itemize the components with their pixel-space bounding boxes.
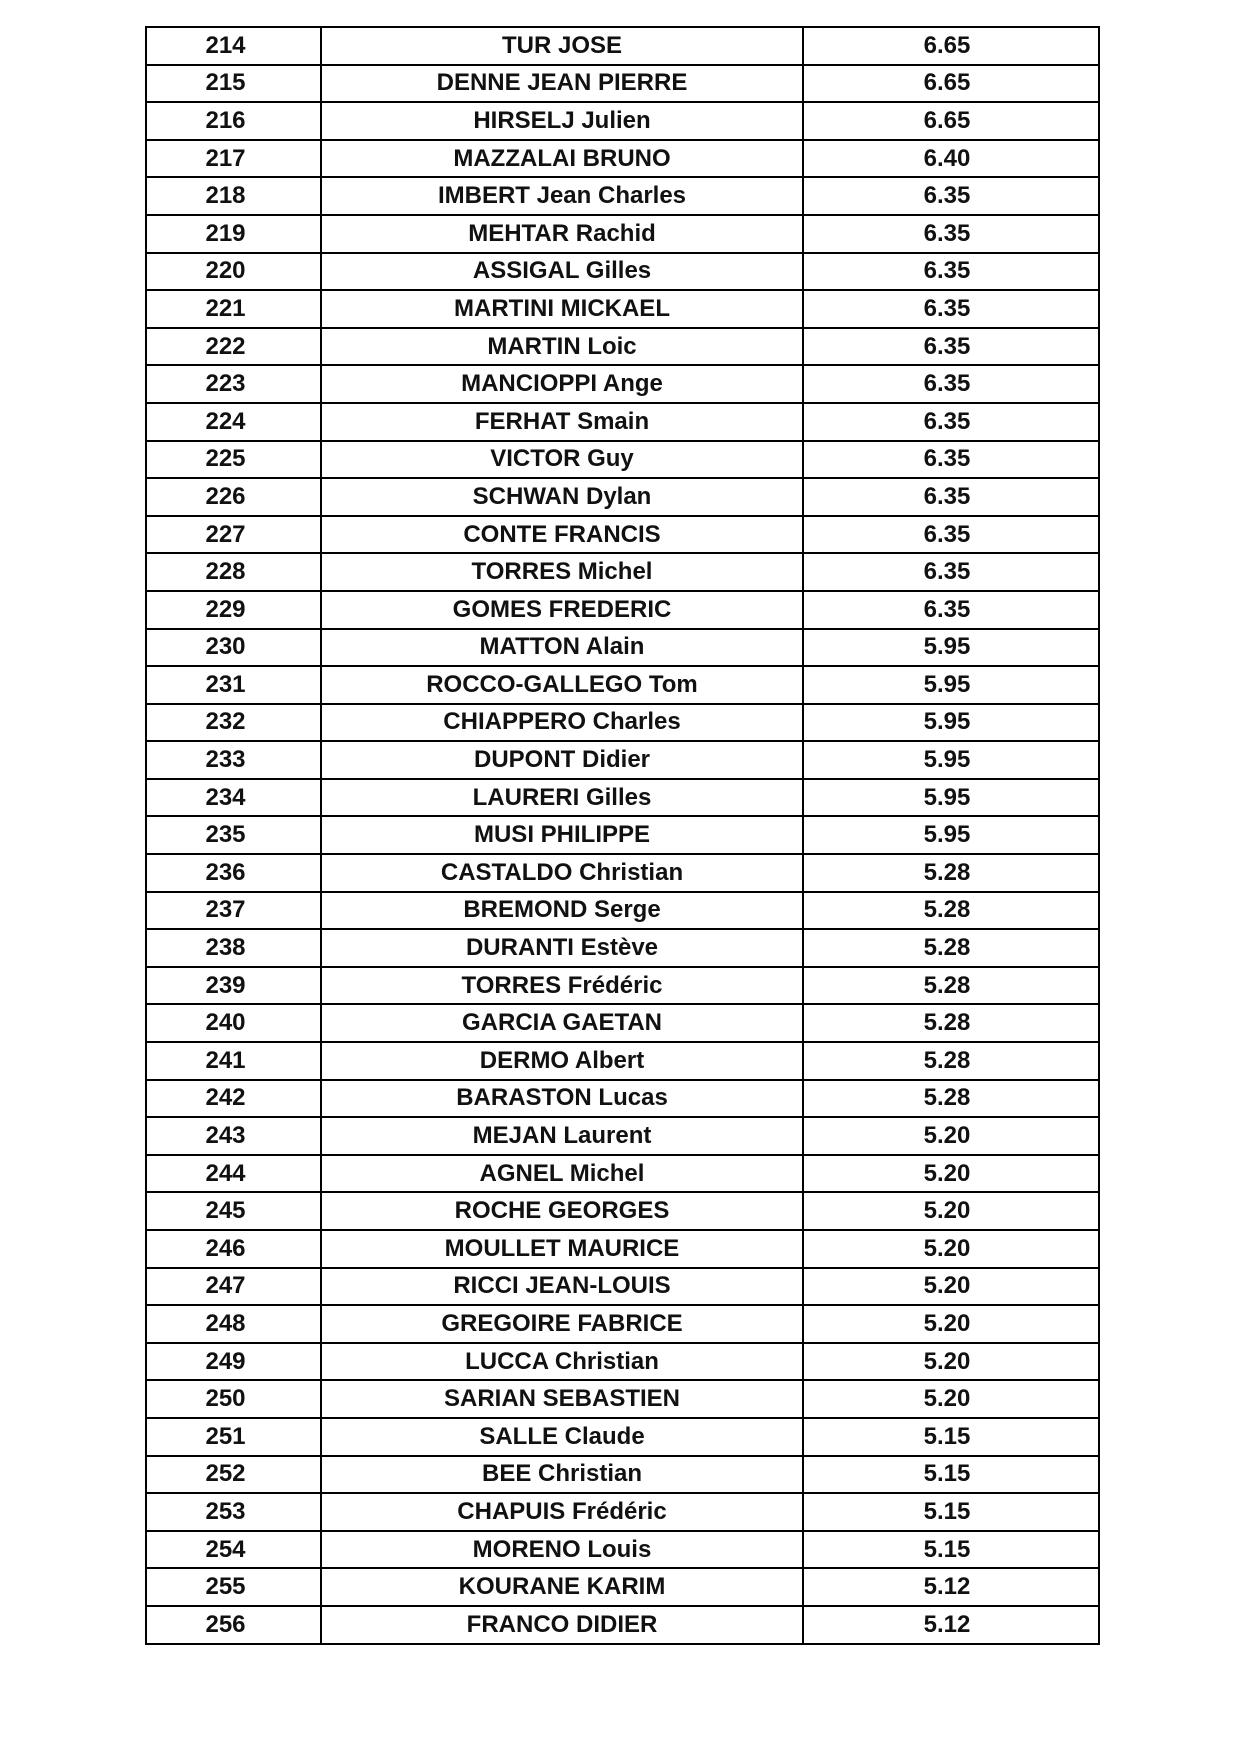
player-name-cell: MARTIN Loic — [321, 328, 803, 366]
score-cell: 6.35 — [803, 441, 1099, 479]
rank-cell: 246 — [146, 1230, 321, 1268]
rank-cell: 232 — [146, 704, 321, 742]
player-name-cell: ASSIGAL Gilles — [321, 253, 803, 291]
player-name-cell: MORENO Louis — [321, 1531, 803, 1569]
score-cell: 6.35 — [803, 253, 1099, 291]
rank-cell: 220 — [146, 253, 321, 291]
player-name-cell: KOURANE KARIM — [321, 1568, 803, 1606]
score-cell: 6.35 — [803, 591, 1099, 629]
rank-cell: 249 — [146, 1343, 321, 1381]
player-name-cell: DURANTI Estève — [321, 929, 803, 967]
table-row — [146, 666, 1099, 704]
table-row — [146, 140, 1099, 178]
rank-cell: 242 — [146, 1080, 321, 1118]
table-row — [146, 1117, 1099, 1155]
score-cell: 5.20 — [803, 1230, 1099, 1268]
rank-cell: 223 — [146, 365, 321, 403]
player-name-cell: CASTALDO Christian — [321, 854, 803, 892]
table-row — [146, 1418, 1099, 1456]
ranking-table-body — [146, 27, 1099, 1644]
rank-cell: 254 — [146, 1531, 321, 1569]
score-cell: 5.15 — [803, 1418, 1099, 1456]
score-cell: 5.15 — [803, 1531, 1099, 1569]
score-cell: 5.95 — [803, 741, 1099, 779]
rank-cell: 250 — [146, 1380, 321, 1418]
score-cell: 5.20 — [803, 1192, 1099, 1230]
player-name-cell: CHIAPPERO Charles — [321, 704, 803, 742]
table-row — [146, 553, 1099, 591]
table-row — [146, 1080, 1099, 1118]
player-name-cell: LAURERI Gilles — [321, 779, 803, 817]
score-cell: 5.95 — [803, 629, 1099, 667]
score-cell: 5.28 — [803, 892, 1099, 930]
player-name-cell: CHAPUIS Frédéric — [321, 1493, 803, 1531]
rank-cell: 216 — [146, 102, 321, 140]
rank-cell: 230 — [146, 629, 321, 667]
table-row — [146, 1192, 1099, 1230]
score-cell: 5.20 — [803, 1268, 1099, 1306]
score-cell: 6.65 — [803, 65, 1099, 103]
player-name-cell: FERHAT Smain — [321, 403, 803, 441]
score-cell: 5.28 — [803, 1042, 1099, 1080]
player-name-cell: VICTOR Guy — [321, 441, 803, 479]
table-row — [146, 854, 1099, 892]
score-cell: 5.95 — [803, 704, 1099, 742]
player-name-cell: BEE Christian — [321, 1456, 803, 1494]
player-name-cell: SALLE Claude — [321, 1418, 803, 1456]
rank-cell: 225 — [146, 441, 321, 479]
rank-cell: 244 — [146, 1155, 321, 1193]
score-cell: 5.15 — [803, 1456, 1099, 1494]
player-name-cell: CONTE FRANCIS — [321, 516, 803, 554]
rank-cell: 252 — [146, 1456, 321, 1494]
score-cell: 6.35 — [803, 553, 1099, 591]
score-cell: 6.35 — [803, 403, 1099, 441]
rank-cell: 217 — [146, 140, 321, 178]
table-row — [146, 741, 1099, 779]
rank-cell: 245 — [146, 1192, 321, 1230]
table-row — [146, 1456, 1099, 1494]
ranking-table — [145, 26, 1100, 1645]
player-name-cell: LUCCA Christian — [321, 1343, 803, 1381]
table-row — [146, 929, 1099, 967]
table-row — [146, 1380, 1099, 1418]
player-name-cell: MARTINI MICKAEL — [321, 290, 803, 328]
player-name-cell: FRANCO DIDIER — [321, 1606, 803, 1644]
table-row — [146, 290, 1099, 328]
player-name-cell: AGNEL Michel — [321, 1155, 803, 1193]
table-row — [146, 1155, 1099, 1193]
table-row — [146, 403, 1099, 441]
score-cell: 6.35 — [803, 290, 1099, 328]
player-name-cell: MEJAN Laurent — [321, 1117, 803, 1155]
table-row — [146, 365, 1099, 403]
rank-cell: 227 — [146, 516, 321, 554]
rank-cell: 228 — [146, 553, 321, 591]
rank-cell: 214 — [146, 27, 321, 65]
rank-cell: 229 — [146, 591, 321, 629]
player-name-cell: TUR JOSE — [321, 27, 803, 65]
table-row — [146, 478, 1099, 516]
player-name-cell: TORRES Michel — [321, 553, 803, 591]
table-row — [146, 1004, 1099, 1042]
score-cell: 6.35 — [803, 215, 1099, 253]
table-row — [146, 779, 1099, 817]
player-name-cell: IMBERT Jean Charles — [321, 177, 803, 215]
player-name-cell: MATTON Alain — [321, 629, 803, 667]
score-cell: 5.20 — [803, 1380, 1099, 1418]
rank-cell: 237 — [146, 892, 321, 930]
score-cell: 6.65 — [803, 102, 1099, 140]
score-cell: 5.28 — [803, 854, 1099, 892]
table-row — [146, 65, 1099, 103]
player-name-cell: MAZZALAI BRUNO — [321, 140, 803, 178]
table-row — [146, 816, 1099, 854]
player-name-cell: DERMO Albert — [321, 1042, 803, 1080]
player-name-cell: BREMOND Serge — [321, 892, 803, 930]
player-name-cell: RICCI JEAN-LOUIS — [321, 1268, 803, 1306]
player-name-cell: MUSI PHILIPPE — [321, 816, 803, 854]
table-row — [146, 967, 1099, 1005]
rank-cell: 233 — [146, 741, 321, 779]
table-row — [146, 1531, 1099, 1569]
rank-cell: 236 — [146, 854, 321, 892]
player-name-cell: DENNE JEAN PIERRE — [321, 65, 803, 103]
player-name-cell: MANCIOPPI Ange — [321, 365, 803, 403]
score-cell: 6.65 — [803, 27, 1099, 65]
rank-cell: 239 — [146, 967, 321, 1005]
rank-cell: 218 — [146, 177, 321, 215]
rank-cell: 251 — [146, 1418, 321, 1456]
table-row — [146, 253, 1099, 291]
rank-cell: 247 — [146, 1268, 321, 1306]
score-cell: 5.95 — [803, 779, 1099, 817]
score-cell: 5.20 — [803, 1155, 1099, 1193]
rank-cell: 219 — [146, 215, 321, 253]
score-cell: 6.40 — [803, 140, 1099, 178]
player-name-cell: SARIAN SEBASTIEN — [321, 1380, 803, 1418]
table-row — [146, 1606, 1099, 1644]
rank-cell: 240 — [146, 1004, 321, 1042]
table-row — [146, 1305, 1099, 1343]
player-name-cell: DUPONT Didier — [321, 741, 803, 779]
table-row — [146, 591, 1099, 629]
player-name-cell: ROCCO-GALLEGO Tom — [321, 666, 803, 704]
player-name-cell: ROCHE GEORGES — [321, 1192, 803, 1230]
player-name-cell: SCHWAN Dylan — [321, 478, 803, 516]
table-row — [146, 704, 1099, 742]
table-row — [146, 177, 1099, 215]
table-row — [146, 892, 1099, 930]
rank-cell: 226 — [146, 478, 321, 516]
player-name-cell: GARCIA GAETAN — [321, 1004, 803, 1042]
table-row — [146, 516, 1099, 554]
table-row — [146, 215, 1099, 253]
score-cell: 6.35 — [803, 328, 1099, 366]
player-name-cell: BARASTON Lucas — [321, 1080, 803, 1118]
score-cell: 6.35 — [803, 177, 1099, 215]
table-row — [146, 328, 1099, 366]
score-cell: 6.35 — [803, 365, 1099, 403]
player-name-cell: GOMES FREDERIC — [321, 591, 803, 629]
player-name-cell: MOULLET MAURICE — [321, 1230, 803, 1268]
rank-cell: 234 — [146, 779, 321, 817]
rank-cell: 248 — [146, 1305, 321, 1343]
score-cell: 5.28 — [803, 967, 1099, 1005]
table-row — [146, 102, 1099, 140]
score-cell: 5.12 — [803, 1568, 1099, 1606]
score-cell: 5.95 — [803, 816, 1099, 854]
rank-cell: 222 — [146, 328, 321, 366]
score-cell: 5.20 — [803, 1305, 1099, 1343]
rank-cell: 253 — [146, 1493, 321, 1531]
table-row — [146, 1343, 1099, 1381]
rank-cell: 215 — [146, 65, 321, 103]
table-row — [146, 1493, 1099, 1531]
player-name-cell: TORRES Frédéric — [321, 967, 803, 1005]
table-row — [146, 1268, 1099, 1306]
rank-cell: 241 — [146, 1042, 321, 1080]
score-cell: 6.35 — [803, 478, 1099, 516]
rank-cell: 238 — [146, 929, 321, 967]
table-row — [146, 441, 1099, 479]
rank-cell: 231 — [146, 666, 321, 704]
score-cell: 6.35 — [803, 516, 1099, 554]
score-cell: 5.15 — [803, 1493, 1099, 1531]
table-row — [146, 1568, 1099, 1606]
table-row — [146, 1042, 1099, 1080]
score-cell: 5.28 — [803, 1080, 1099, 1118]
table-row — [146, 27, 1099, 65]
score-cell: 5.95 — [803, 666, 1099, 704]
rank-cell: 256 — [146, 1606, 321, 1644]
player-name-cell: MEHTAR Rachid — [321, 215, 803, 253]
score-cell: 5.28 — [803, 929, 1099, 967]
player-name-cell: HIRSELJ Julien — [321, 102, 803, 140]
score-cell: 5.20 — [803, 1117, 1099, 1155]
score-cell: 5.28 — [803, 1004, 1099, 1042]
score-cell: 5.12 — [803, 1606, 1099, 1644]
rank-cell: 255 — [146, 1568, 321, 1606]
rank-cell: 224 — [146, 403, 321, 441]
rank-cell: 243 — [146, 1117, 321, 1155]
score-cell: 5.20 — [803, 1343, 1099, 1381]
table-row — [146, 1230, 1099, 1268]
player-name-cell: GREGOIRE FABRICE — [321, 1305, 803, 1343]
rank-cell: 235 — [146, 816, 321, 854]
rank-cell: 221 — [146, 290, 321, 328]
table-row — [146, 629, 1099, 667]
